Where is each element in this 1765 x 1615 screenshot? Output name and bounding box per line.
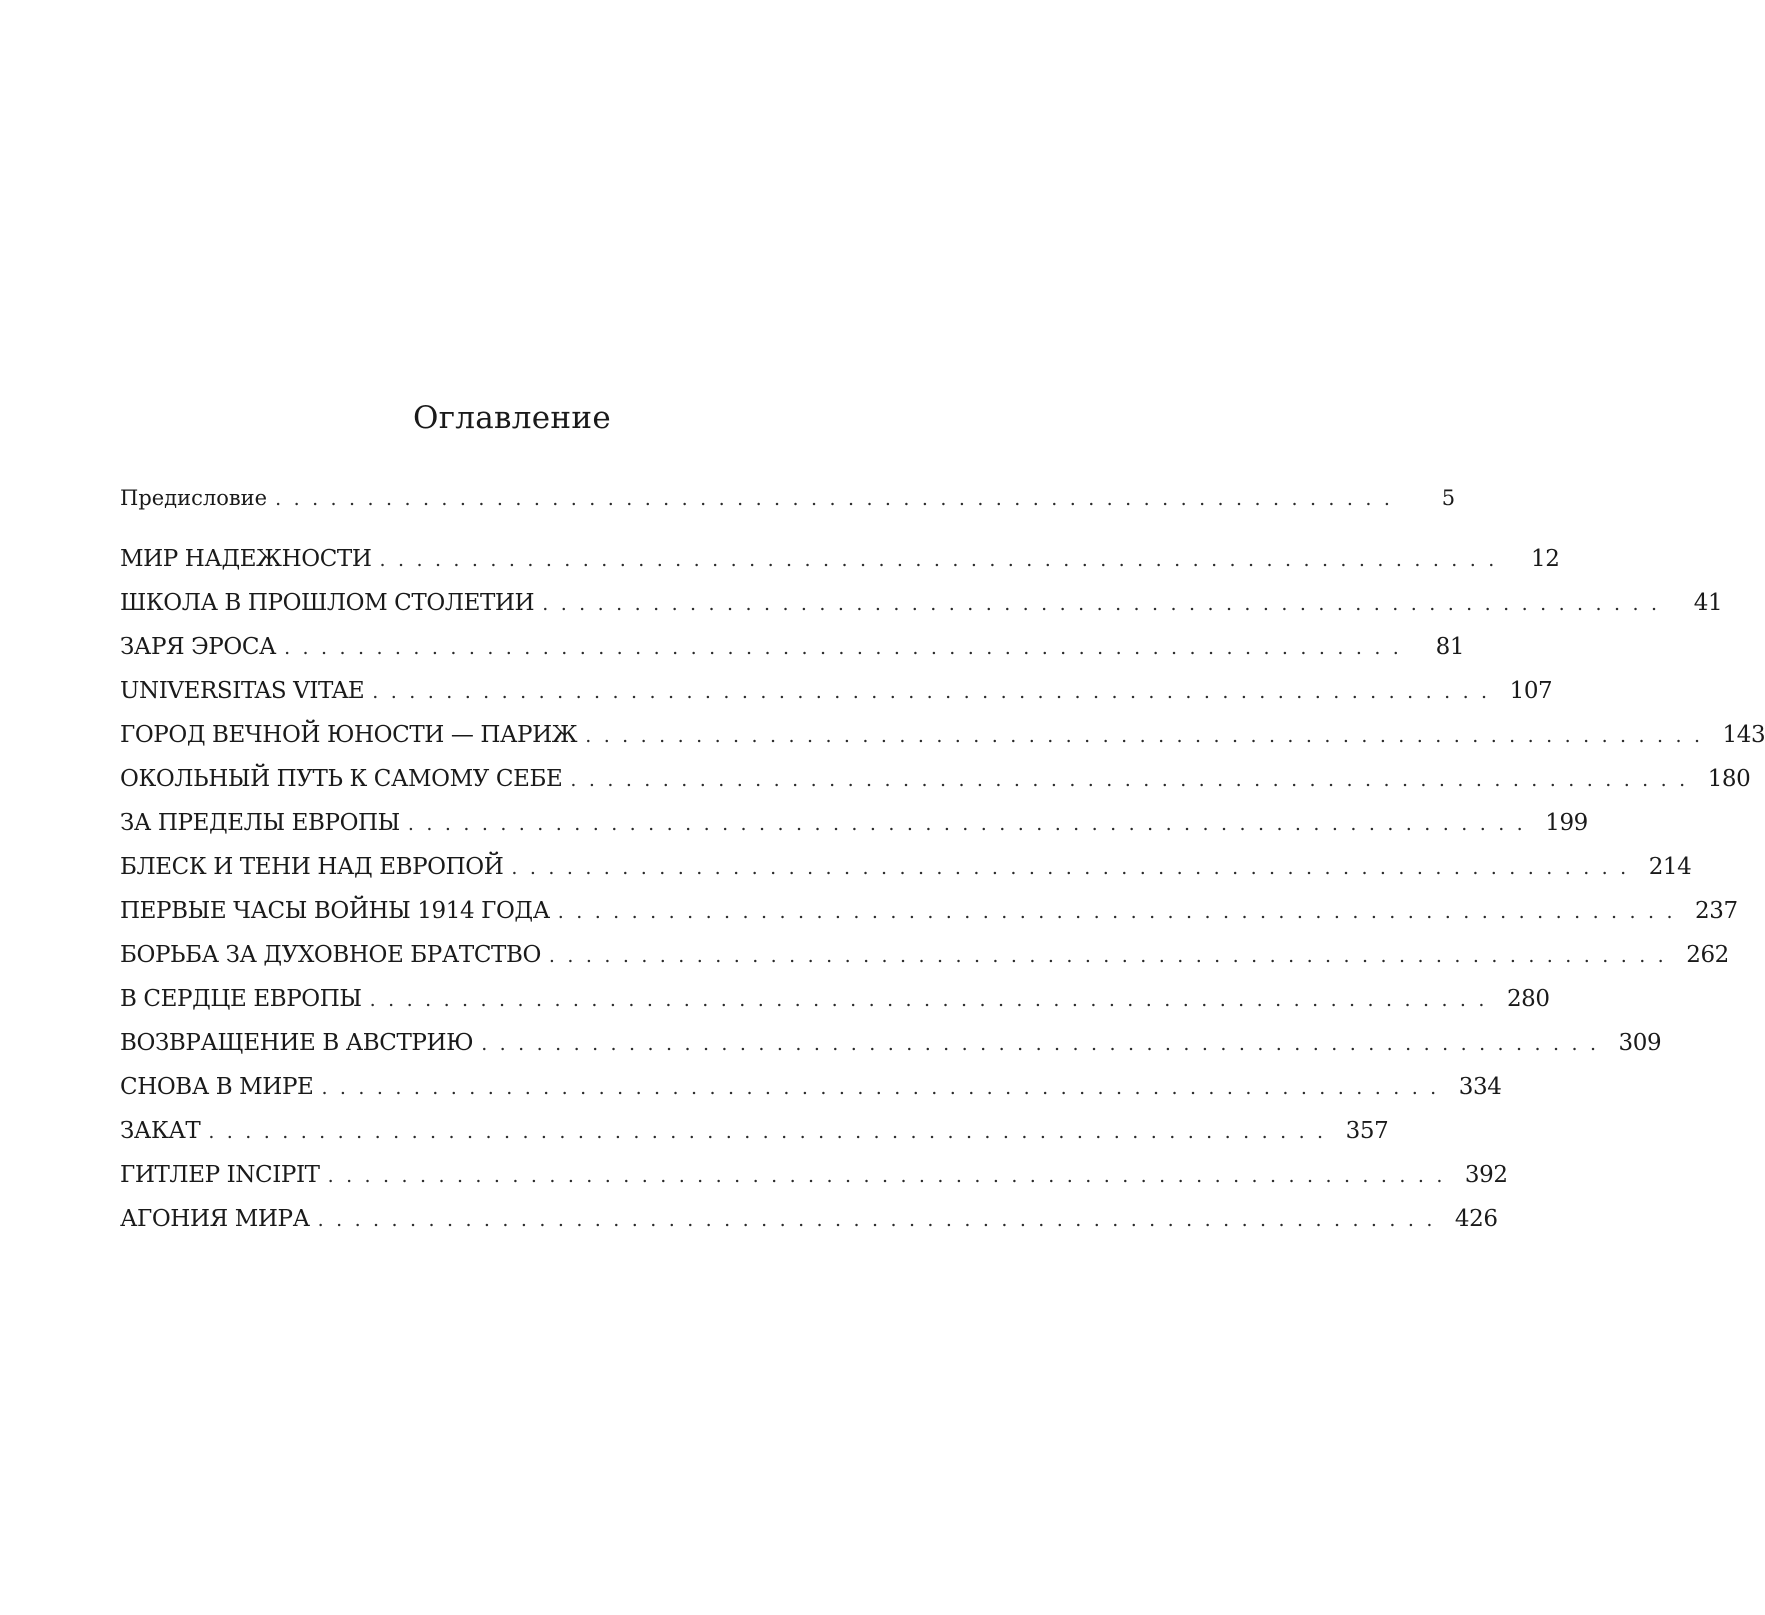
table-of-contents [120,395,1765,1241]
dot-leader: . . . . . . . . . . . . . . . . . . . . . . . . . . . . . . . . . . . . . . . . . . . . . . . . . . . . . . . . . . . . . [327,1165,1446,1187]
toc-entry-label: ЗАРЯ ЭРОСА [120,634,277,660]
toc-entry-label: ВОЗВРАЩЕНИЕ В АВСТРИЮ [120,1030,474,1056]
toc-entry[interactable] [120,625,1465,669]
dot-leader: . . . . . . . . . . . . . . . . . . . . . . . . . . . . . . . . . . . . . . . . . . . . . . . . . . . . . . . . . . . . . [511,857,1630,879]
toc-entry-page-number: 392 [1464,1162,1508,1188]
toc-entry-page-number: 143 [1722,722,1765,748]
toc-entry-preface[interactable] [120,476,1456,520]
toc-entry[interactable] [120,1021,1662,1065]
dot-leader: . . . . . . . . . . . . . . . . . . . . . . . . . . . . . . . . . . . . . . . . . . . . . . . . . . . . . . . . . . . . . [542,593,1661,615]
dot-leader: . . . . . . . . . . . . . . . . . . . . . . . . . . . . . . . . . . . . . . . . . . . . . . . . . . . . . . . . . . . . . [585,725,1704,747]
dot-leader: . . . . . . . . . . . . . . . . . . . . . . . . . . . . . . . . . . . . . . . . . . . . . . . . . . . . . . . . . . . . . [379,549,1498,571]
dot-leader: . . . . . . . . . . . . . . . . . . . . . . . . . . . . . . . . . . . . . . . . . . . . . . . . . . . . . . . . . . . . . [372,681,1491,703]
dot-leader: . . . . . . . . . . . . . . . . . . . . . . . . . . . . . . . . . . . . . . . . . . . . . . . . . . . . . . . . . . . . . [275,488,1394,510]
toc-entry-page-number: 334 [1458,1074,1502,1100]
toc-entry-label: БЛЕСК И ТЕНИ НАД ЕВРОПОЙ [120,854,504,880]
toc-entry-page-number: 12 [1531,546,1560,572]
toc-entry[interactable] [120,713,1765,757]
toc-entry[interactable] [120,845,1692,889]
toc-entry-page-number: 426 [1454,1206,1498,1232]
toc-entry-page-number: 357 [1345,1118,1389,1144]
toc-entry-label: UNIVERSITAS VITAE [120,678,365,704]
dot-leader: . . . . . . . . . . . . . . . . . . . . . . . . . . . . . . . . . . . . . . . . . . . . . . . . . . . . . . . . . . . . . [208,1121,1327,1143]
toc-entry-label: МИР НАДЕЖНОСТИ [120,546,372,572]
toc-entry[interactable] [120,977,1550,1021]
toc-entry-label: СНОВА В МИРЕ [120,1074,314,1100]
toc-entry-label: ПЕРВЫЕ ЧАСЫ ВОЙНЫ 1914 ГОДА [120,898,550,924]
toc-entry-page-number: 180 [1707,766,1751,792]
dot-leader: . . . . . . . . . . . . . . . . . . . . . . . . . . . . . . . . . . . . . . . . . . . . . . . . . . . . . . . . . . . . . [317,1209,1436,1231]
toc-entry[interactable] [120,1109,1389,1153]
toc-entry[interactable] [120,1065,1502,1109]
toc-entry-label: ГИТЛЕР INCIPIT [120,1162,320,1188]
dot-leader: . . . . . . . . . . . . . . . . . . . . . . . . . . . . . . . . . . . . . . . . . . . . . . . . . . . . . . . . . . . . . [481,1033,1600,1055]
page-title: Оглавление [413,400,611,436]
toc-entry[interactable] [120,1153,1508,1197]
toc-entry[interactable] [120,1197,1498,1241]
toc-entry[interactable] [120,933,1729,977]
dot-leader: . . . . . . . . . . . . . . . . . . . . . . . . . . . . . . . . . . . . . . . . . . . . . . . . . . . . . . . . . . . . . [548,945,1667,967]
toc-list [120,476,1765,1241]
toc-entry-page-number: 199 [1545,810,1588,836]
dot-leader: . . . . . . . . . . . . . . . . . . . . . . . . . . . . . . . . . . . . . . . . . . . . . . . . . . . . . . . . . . . . . [557,901,1676,923]
toc-entry[interactable] [120,581,1723,625]
toc-entry-label: ШКОЛА В ПРОШЛОМ СТОЛЕТИИ [120,590,535,616]
toc-entry-page-number: 309 [1618,1030,1662,1056]
toc-entry-page-number: 237 [1695,898,1738,924]
dot-leader: . . . . . . . . . . . . . . . . . . . . . . . . . . . . . . . . . . . . . . . . . . . . . . . . . . . . . . . . . . . . . [369,989,1488,1011]
toc-entry-label: В СЕРДЦЕ ЕВРОПЫ [120,986,362,1012]
toc-entry-page-number: 280 [1506,986,1550,1012]
toc-entry-page-number: 5 [1441,486,1456,510]
toc-entry-label: Предисловие [120,486,268,510]
toc-entry-page-number: 81 [1435,634,1465,660]
dot-leader: . . . . . . . . . . . . . . . . . . . . . . . . . . . . . . . . . . . . . . . . . . . . . . . . . . . . . . . . . . . . . [321,1077,1440,1099]
toc-entry-label: ГОРОД ВЕЧНОЙ ЮНОСТИ — ПАРИЖ [120,722,578,748]
toc-entry-page-number: 262 [1686,942,1729,968]
toc-entry[interactable] [120,669,1553,713]
toc-entry-label: ЗАКАТ [120,1118,201,1144]
dot-leader: . . . . . . . . . . . . . . . . . . . . . . . . . . . . . . . . . . . . . . . . . . . . . . . . . . . . . . . . . . . . . [570,769,1689,791]
dot-leader: . . . . . . . . . . . . . . . . . . . . . . . . . . . . . . . . . . . . . . . . . . . . . . . . . . . . . . . . . . . . . [407,813,1526,835]
toc-entry-page-number: 107 [1509,678,1553,704]
toc-entry-label: АГОНИЯ МИРА [120,1206,310,1232]
toc-entry-label: БОРЬБА ЗА ДУХОВНОЕ БРАТСТВО [120,942,541,968]
dot-leader: . . . . . . . . . . . . . . . . . . . . . . . . . . . . . . . . . . . . . . . . . . . . . . . . . . . . . . . . . . . . . [284,637,1403,659]
toc-entry[interactable] [120,537,1560,581]
toc-entry-label: ЗА ПРЕДЕЛЫ ЕВРОПЫ [120,810,400,836]
toc-entry-page-number: 41 [1693,590,1723,616]
toc-entry[interactable] [120,757,1751,801]
toc-entry[interactable] [120,801,1588,845]
toc-entry[interactable] [120,889,1738,933]
toc-entry-page-number: 214 [1648,854,1692,880]
toc-entry-label: ОКОЛЬНЫЙ ПУТЬ К САМОМУ СЕБЕ [120,766,563,792]
